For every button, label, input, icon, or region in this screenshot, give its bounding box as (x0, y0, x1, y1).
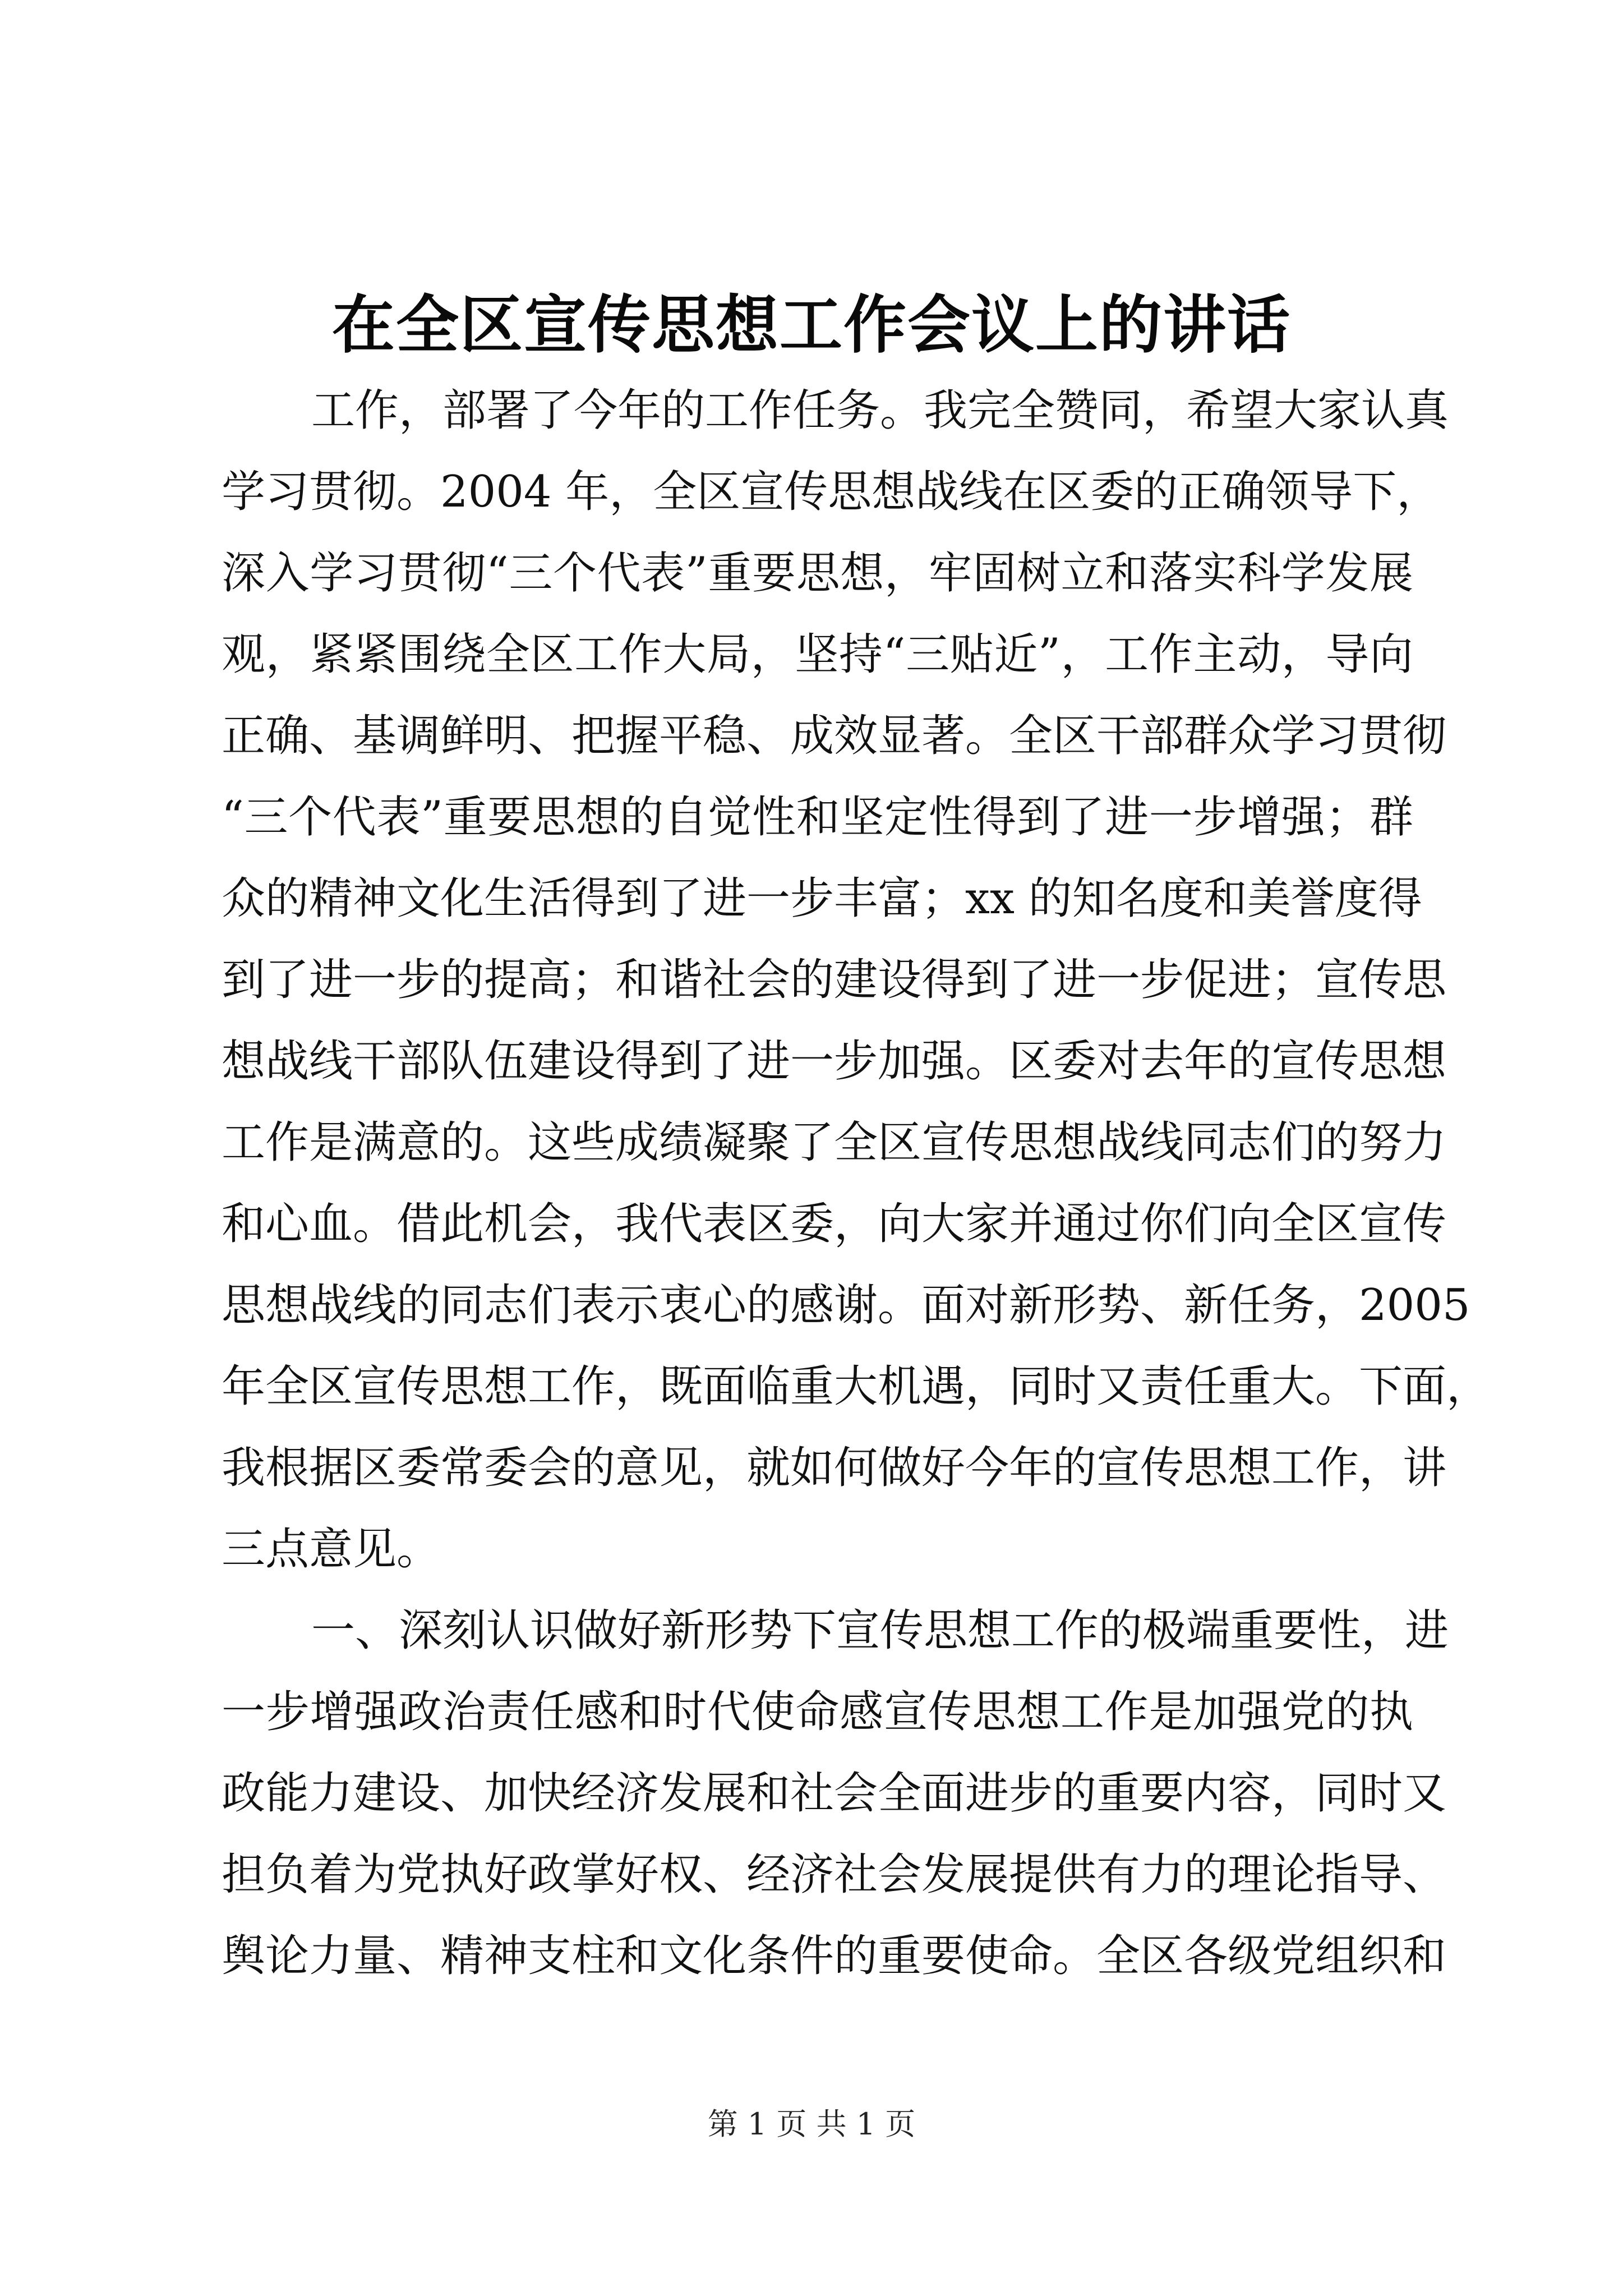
text-line: 观，紧紧围绕全区工作大局，坚持“三贴近”，工作主动，导向 (222, 629, 1413, 680)
text-line: 担负着为党执好政掌好权、经济社会发展提供有力的理论指导、 (222, 1849, 1447, 1900)
text-line: 我根据区委常委会的意见，就如何做好今年的宣传思想工作，讲 (222, 1443, 1447, 1493)
text-line: 想战线干部队伍建设得到了进一步加强。区委对去年的宣传思想 (222, 1036, 1447, 1087)
text-line: 和心血。借此机会，我代表区委，向大家并通过你们向全区宣传 (222, 1199, 1447, 1249)
page-number-footer: 第 1 页 共 1 页 (707, 2106, 916, 2142)
text-line: 工作，部署了今年的工作任务。我完全赞同，希望大家认真 (311, 385, 1449, 436)
text-line: 正确、基调鲜明、把握平稳、成效显著。全区干部群众学习贯彻 (222, 711, 1447, 761)
text-line: 思想战线的同志们表示衷心的感谢。面对新形势、新任务，2005 (222, 1280, 1470, 1331)
text-line: 舆论力量、精神支柱和文化条件的重要使命。全区各级党组织和 (222, 1931, 1447, 1981)
text-line: 一、深刻认识做好新形势下宣传思想工作的极端重要性，进 (311, 1605, 1449, 1656)
text-line: 三点意见。 (222, 1524, 441, 1575)
text-line: 一步增强政治责任感和时代使命感宣传思想工作是加强党的执 (222, 1687, 1413, 1737)
text-line: 到了进一步的提高；和谐社会的建设得到了进一步促进；宣传思 (222, 955, 1447, 1005)
text-line: 众的精神文化生活得到了进一步丰富；xx 的知名度和美誉度得 (222, 873, 1422, 924)
text-line: “三个代表”重要思想的自觉性和坚定性得到了进一步增强；群 (222, 792, 1413, 843)
text-line: 工作是满意的。这些成绩凝聚了全区宣传思想战线同志们的努力 (222, 1117, 1447, 1168)
document-title: 在全区宣传思想工作会议上的讲话 (332, 288, 1291, 362)
text-line: 政能力建设、加快经济发展和社会全面进步的重要内容，同时又 (222, 1768, 1447, 1819)
document-body (222, 370, 1491, 1997)
text-line: 深入学习贯彻“三个代表”重要思想，牢固树立和落实科学发展 (222, 548, 1413, 599)
text-line: 学习贯彻。2004 年，全区宣传思想战线在区委的正确领导下， (222, 467, 1441, 517)
text-line: 年全区宣传思想工作，既面临重大机遇，同时又责任重大。下面， (222, 1361, 1491, 1412)
